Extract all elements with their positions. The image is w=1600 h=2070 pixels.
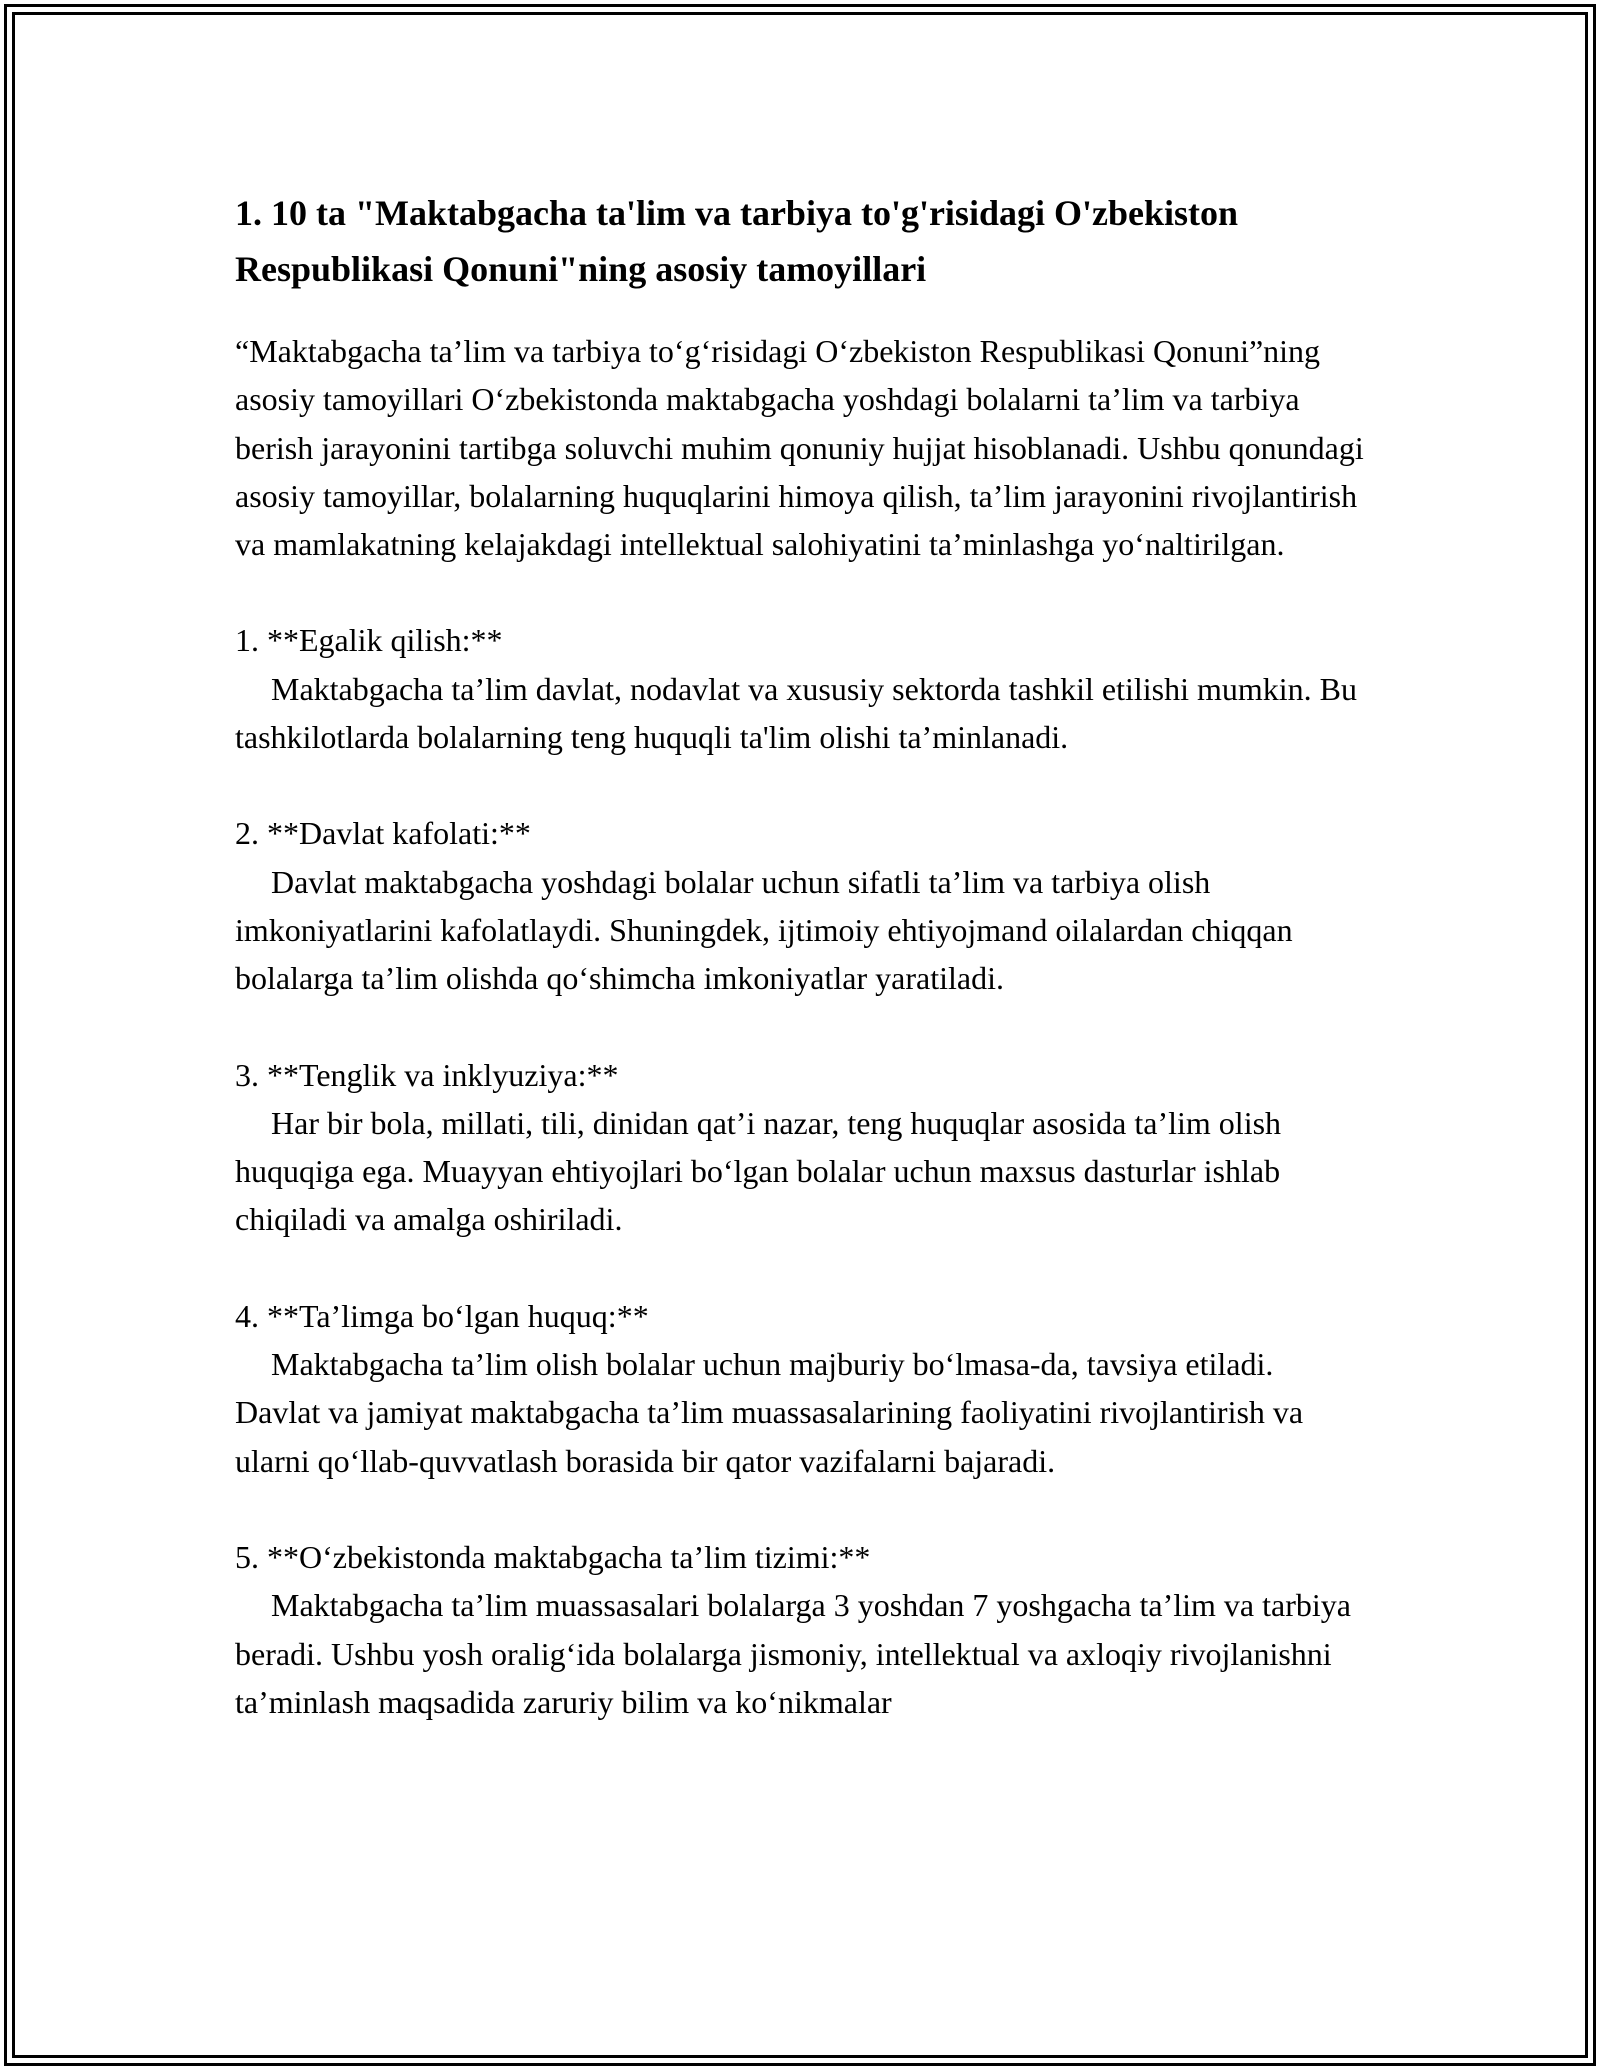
intro-paragraph: “Maktabgacha ta’lim va tarbiya to‘g‘risidagi O‘zbekiston Respublikasi Qonuni”ning asosiy tamoyillari O‘zbekistonda maktabgacha yoshdagi bolalarni ta’lim va tarbiya berish jarayonini tartibga soluvchi muhim qonuniy hujjat hisoblanadi. Ushbu qonundagi asosiy tamoyillar, bolalarning huquqlarini himoya qilish, ta’lim jarayonini rivojlantirish va mamlakatning kelajakdagi intellektual salohiyatini ta’minlashga yo‘naltirilgan.: [235, 333, 1364, 563]
principle-heading: 5. **O‘zbekistonda maktabgacha ta’lim tizimi:**: [235, 1538, 871, 1575]
principle-item-5: [235, 1533, 1365, 1726]
principle-heading: 4. **Ta’limga bo‘lgan huquq:**: [235, 1297, 649, 1334]
principle-heading: 1. **Egalik qilish:**: [235, 622, 503, 659]
principle-item-1: [235, 616, 1365, 761]
principle-item-3: [235, 1051, 1365, 1244]
principle-body: Davlat maktabgacha yoshdagi bolalar uchun sifatli ta’lim va tarbiya olish imkoniyatlarini kafolatlaydi. Shuningdek, ijtimoiy ehtiyojmand oilalardan chiqqan bolalarga ta’lim olishda qo‘shimcha imkoniyatlar yaratiladi.: [235, 863, 1293, 997]
principle-body: Maktabgacha ta’lim olish bolalar uchun majburiy bo‘lmasa-da, tavsiya etiladi. Davlat va jamiyat maktabgacha ta’lim muassasalarining faoliyatini rivojlantirish va ularni qo‘llab-quvvatlash borasida bir qator vazifalarni bajaradi.: [235, 1346, 1304, 1479]
principle-heading: 2. **Davlat kafolati:**: [235, 815, 531, 852]
document-title: 1. 10 ta "Maktabgacha ta'lim va tarbiya to'g'risidagi O'zbekiston Respublikasi Qonuni"ning asosiy tamoyillari: [235, 193, 1238, 289]
principle-body: Har bir bola, millati, tili, dinidan qat’i nazar, teng huquqlar asosida ta’lim olish huquqiga ega. Muayyan ehtiyojlari bo‘lgan bolalar uchun maxsus dasturlar ishlab chiqiladi va amalga oshiriladi.: [235, 1104, 1282, 1238]
principle-heading: 3. **Tenglik va inklyuziya:**: [235, 1056, 619, 1093]
principle-body: Maktabgacha ta’lim davlat, nodavlat va xususiy sektorda tashkil etilishi mumkin. Bu tashkilotlarda bolalarning teng huquqli ta'lim olishi ta’minlanadi.: [235, 670, 1358, 756]
principle-body: Maktabgacha ta’lim muassasalari bolalarga 3 yoshdan 7 yoshgacha ta’lim va tarbiya beradi. Ushbu yosh oralig‘ida bolalarga jismoniy, intellektual va axloqiy rivojlanishni ta’minlash maqsadida zaruriy bilim va ko‘nikmalar: [235, 1587, 1351, 1720]
principle-item-2: [235, 809, 1365, 1002]
document-page: [235, 185, 1365, 1774]
principles-list: [235, 616, 1365, 1726]
principle-item-4: [235, 1292, 1365, 1485]
